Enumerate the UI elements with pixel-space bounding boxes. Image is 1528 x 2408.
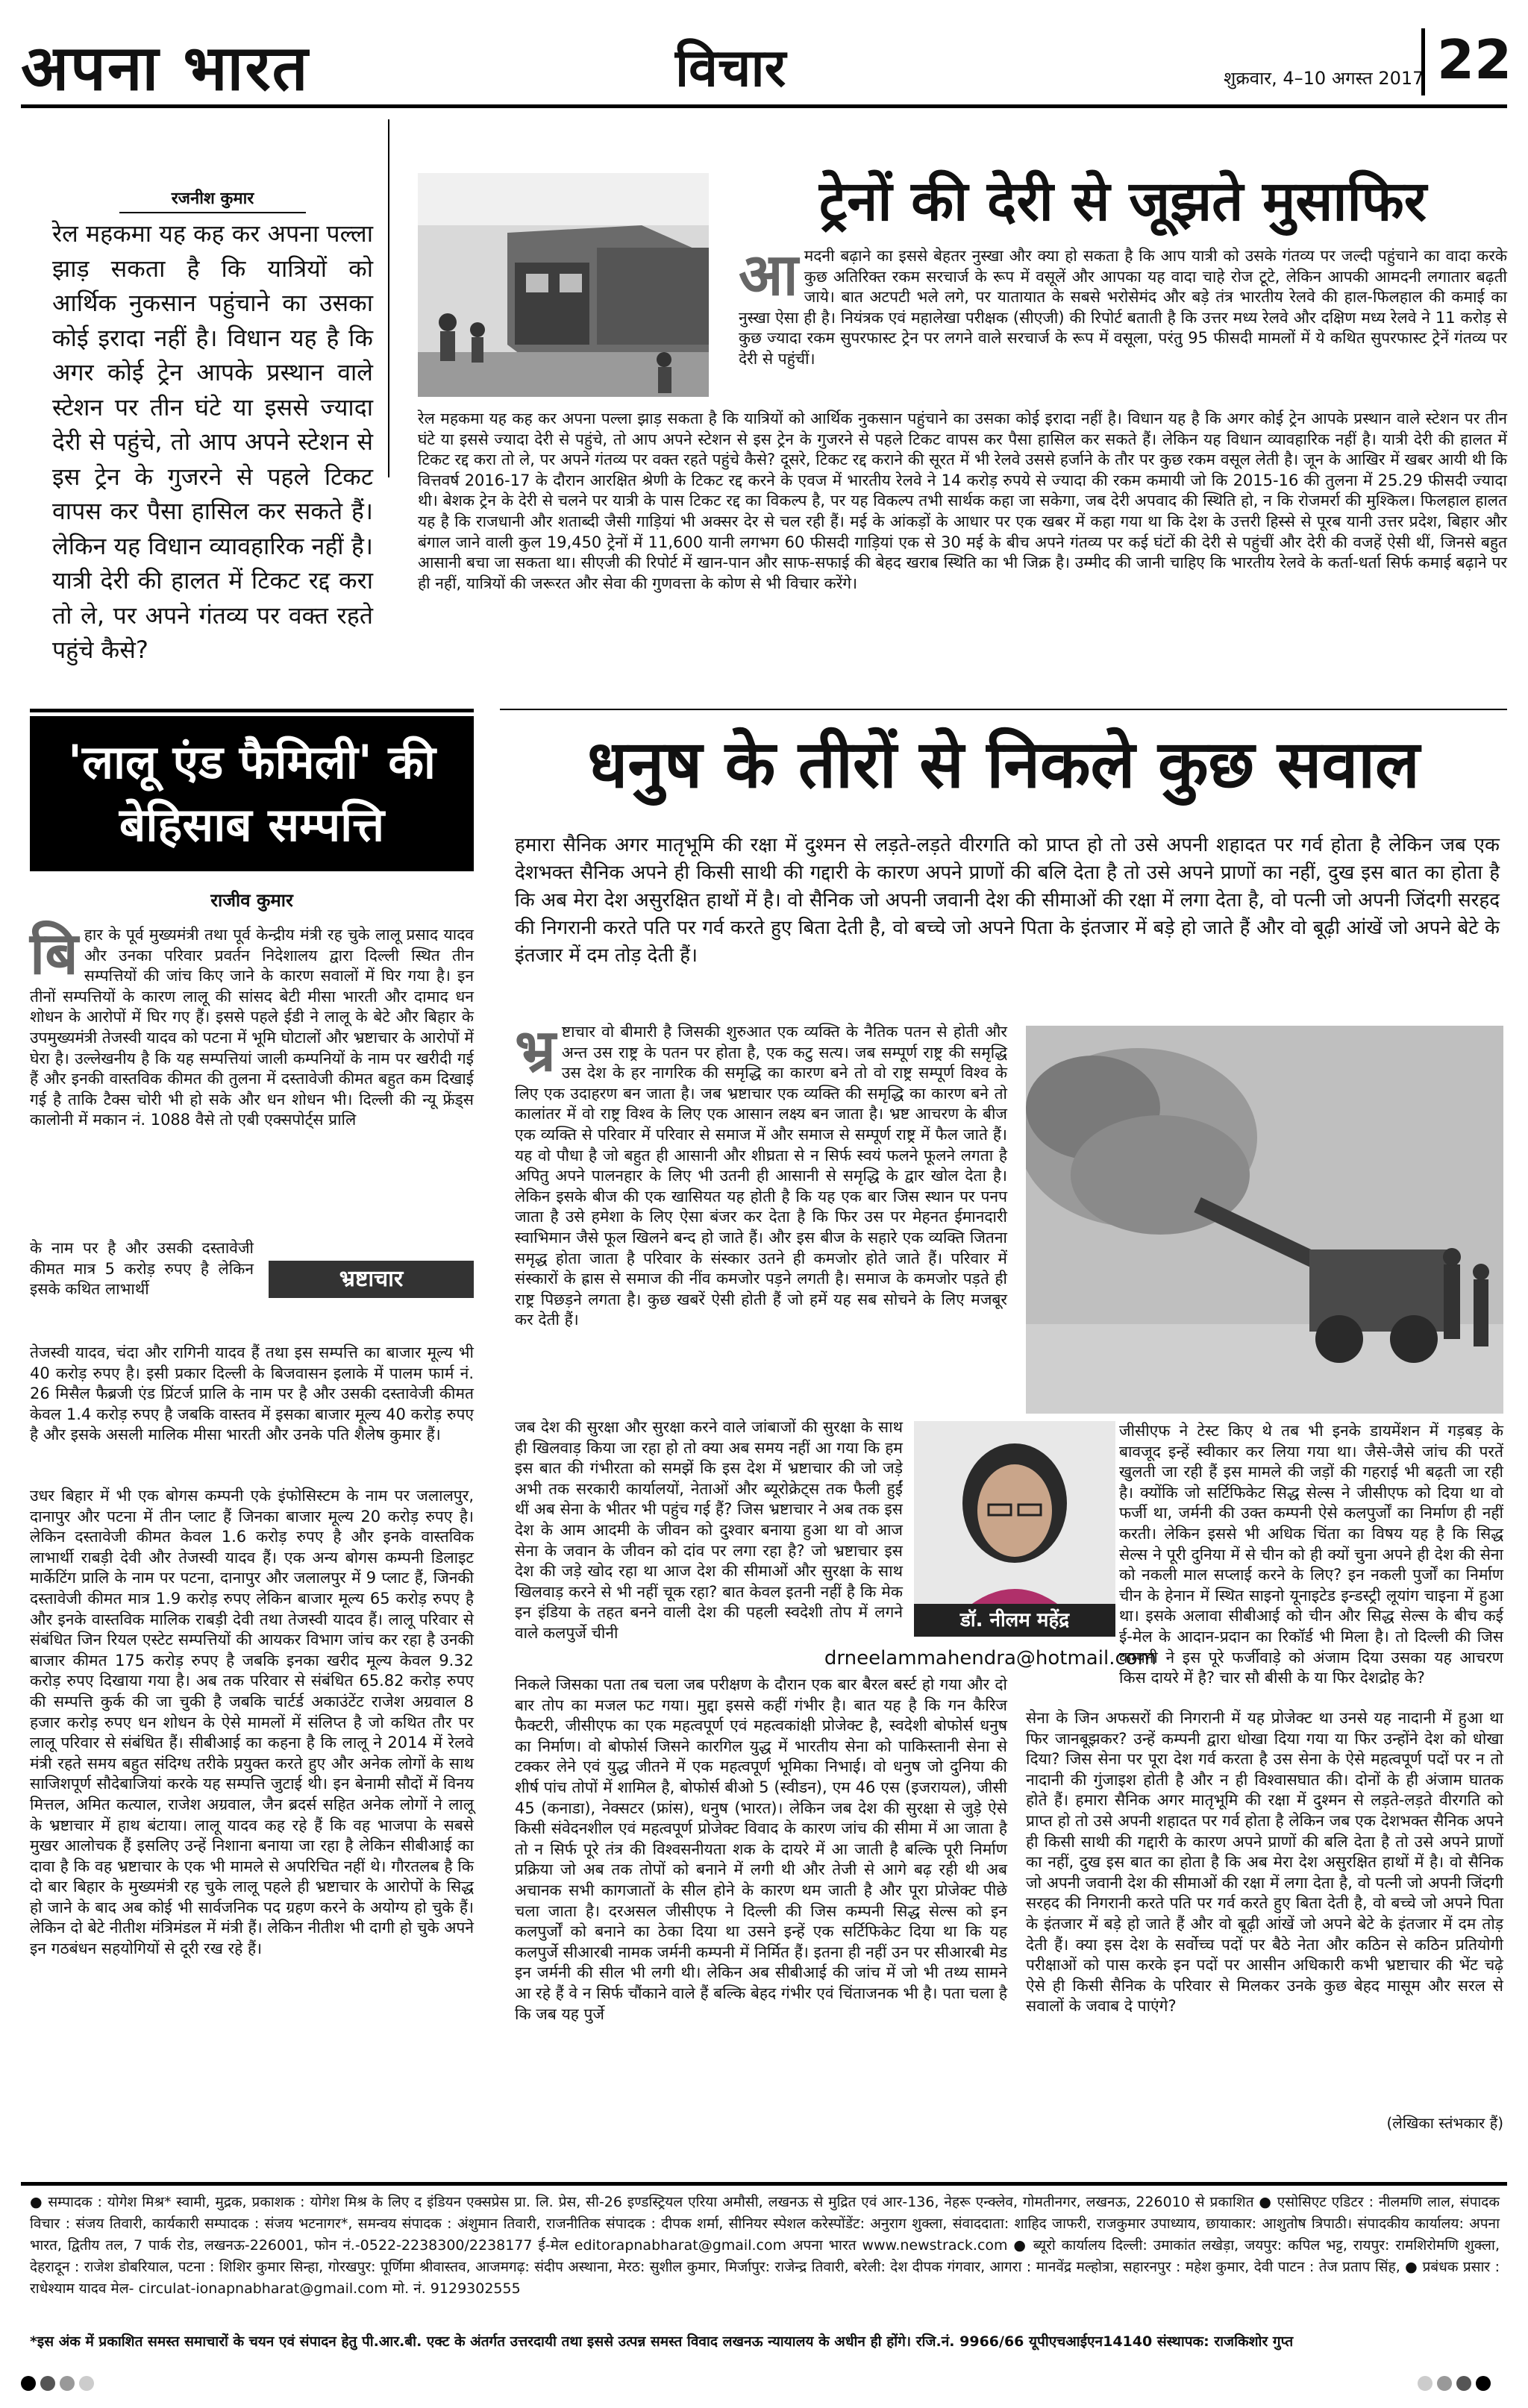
issue-date: शुक्रवार, 4–10 अगस्त 2017 <box>1224 68 1424 89</box>
column-divider <box>388 119 389 477</box>
bofors-signoff: (लेखिका स्तंभकार हैं) <box>1386 2114 1503 2132</box>
author-caption: डॉ. नीलम महेंद्र <box>914 1604 1115 1637</box>
bofors-deck: हमारा सैनिक अगर मातृभूमि की रक्षा में दुश्मन से लड़ते-लड़ते वीरगति को प्राप्त हो तो उसे अपनी शहादत पर गर्व होता है लेकिन जब एक देशभक्त सैनिक अपने ही किसी साथी की गद्दारी के कारण अपने प्राणों की बलि देता है तो उसे अपने प्राणों का नहीं, दुख इस बात का होता है कि अब मेरा देश असुरक्षित हाथों में है। वो सैनिक जो अपनी जवानी देश की सीमाओं की रक्षा में लगा देता है, वो पत्नी जो अपनी जिंदगी सरहद की निगरानी करते पति पर गर्व करते हुए बिता देती है, वो बच्चे जो अपने पिता के इंतजार में बड़े हो जाते हैं और वो बूढ़ी आंखें जो अपने बेटे के इंतजार में दम तोड़ देती हैं। <box>515 834 1500 967</box>
lalu-para2: तेजस्वी यादव, चंदा और रागिनी यादव हैं तथा इस सम्पत्ति का बाजार मूल्य भी 40 करोड़ रुपए है। इसी प्रकार दिल्ली के बिजवासन इलाके में पालम फार्म नं. 26 मिसैल फैब्रजी एंड प्रिंटर्ज प्रालि के नाम पर है और उसकी दस्तावेजी कीमत केवल 1.4 करोड़ रुपए है जबकि वास्तव में इसका बाजार मूल्य 40 करोड़ रुपए है और इसके असली मालिक मीसा भारती और उनके पति शैलेष कुमार हैं। <box>30 1343 474 1444</box>
bofors-col2-top: जीसीएफ ने टेस्ट किए थे तब भी इनके डायमेंशन में गड़बड़ के बावजूद इन्हें स्वीकार कर लिया गया था। जैसे-जैसे जांच की परतें खुलती जा रही हैं इस मामले की जड़ों की गहराई भी बढ़ती जा रही है। क्योंकि जो सर्टिफिकेट सिद्ध सेल्स ने जीसीएफ को दिया था वो फर्जी था, जर्मनी की उक्त कम्पनी ऐसे कलपुर्जों का निर्माण ही नहीं करती। लेकिन इससे भी अधिक चिंता का विषय यह है कि सिद्ध सेल्स ने पूरी दुनिया में से चीन को ही क्यों चुना अपने ही देश की सेना को नकली माल सप्लाई करने के लिए? इन नकली पुर्जों का निर्माण चीन के हेनान में स्थित साइनो यूनाइटेड इन्डस्ट्री लूयांग चाइना में हुआ था। इसके अलावा सीबीआई को चीन और सिद्ध सेल्स के बीच कई ई-मेल के आदान-प्रदान का रिकॉर्ड भी मिला है। तो दिल्ली की जिस कम्पनी ने इस पूरे फर्जीवाड़े को अंजाम दिया उसका यह आचरण किस दायरे में है? चार सौ बीसी के या फिर देशद्रोह के? <box>1119 1422 1503 1687</box>
footer-dots-right <box>1418 2376 1495 2394</box>
trains-lead <box>739 242 1507 370</box>
footer-dots-left <box>21 2376 98 2394</box>
bofors-col1-mid: जब देश की सुरक्षा और सुरक्षा करने वाले जांबाजों की सुरक्षा के साथ ही खिलवाड़ किया जा रहा हो तो क्या अब समय नहीं आ गया कि हम इस बात की गंभीरता को समझें कि इस देश में भ्रष्टाचार की जो जड़े अभी तक सरकारी कार्यालयों, नेताओं और ब्यूरोक्रेट्स तक फैली हुईं थीं अब सेना के भीतर भी पहुंच गई हैं? जिस भ्रष्टाचार ने अब तक इस देश के आम आदमी के जीवन को दुश्वार बनाया हुआ था वो आज सेना के जवान के जीवन को दांव पर लगा रहा है? जो भ्रष्टाचार इस देश की जड़े खोद रहा था आज देश की सीमाओं और सुरक्षा के साथ खिलवाड़ करने से भी नहीं चूक रहा? बात केवल इतनी नहीं है कि मेक इन इंडिया के तहत बनने वाली देश की पहली स्वदेशी तोप में लगने वाले कलपुर्जे चीनी <box>515 1418 903 1642</box>
lalu-byline: राजीव कुमार <box>210 890 293 911</box>
bofors-dropcap: भ्र <box>515 1018 556 1085</box>
page-number: 22 <box>1421 28 1512 95</box>
bofors-col1-top <box>515 1018 1007 1331</box>
lalu-dropcap: बि <box>30 921 78 988</box>
lalu-top-rule <box>30 709 474 712</box>
author-email: drneelammahendra@hotmail.com <box>824 1647 1156 1669</box>
train-photo <box>418 173 709 397</box>
trains-lead-text: मदनी बढ़ाने का इससे बेहतर नुस्खा और क्या हो सकता है कि आप यात्री को उसके गंतव्य पर जल्दी पहुंचाने का वादा करके कुछ अतिरिक्त रकम सरचार्ज के रूप में वसूलें और आपका यह वादा चाहे रोज टूटे, लेकिन आपकी आमदनी लगातार बढ़ती जाये। बात अटपटी भले लगे, पर यातायात के सबसे भरोसेमंद और बड़े तंत्र भारतीय रेलवे की हाल-फिलहाल की कमाई का नुस्खा ऐसा ही है। नियंत्रक एवं महालेखा परीक्षक (सीएजी) की रिपोर्ट बताती है कि उत्तर मध्य रेलवे और दक्षिण मध्य रेलवे ने 11 करोड़ से कुछ ज्यादा रकम सुपरफास्ट ट्रेन पर लगने वाले सरचार्ज के रूप में वसूला, परंतु 95 फीसदी मामलों में ये कथित सुपरफास्ट ट्रेनें गंतव्य पर देरी से पहुंचीं। <box>739 247 1507 368</box>
lalu-para3: उधर बिहार में भी एक बोगस कम्पनी एके इंफोसिस्टम के नाम पर जलालपुर, दानापुर और पटना में तीन प्लाट हैं जिनका बाजार मूल्य 20 करोड़ रुपए है। लेकिन दस्तावेजी कीमत केवल 1.6 करोड़ रुपए है और इनके वास्तविक लाभार्थी राबड़ी देवी और तेजस्वी यादव हैं। एक अन्य बोगस कम्पनी डिलाइट मार्केटिंग प्रालि के नाम पर पटना, दानापुर और जलालपुर में 9 प्लाट हैं, जिनकी दस्तावेजी कीमत मात्र 1.9 करोड़ रुपए लेकिन बाजार मूल्य 65 करोड़ रुपए है और इनके वास्तविक मालिक राबड़ी देवी तथा तेजस्वी यादव हैं। लालू परिवार से संबंधित जिन रियल एस्टेट सम्पत्तियों की आयकर विभाग जांच कर रहा है उनकी बाजार कीमत 175 करोड़ रुपए है जबकि इनका खरीद मूल्य केवल 9.32 करोड़ रुपए दिखाया गया है। अब तक परिवार से संबंधित 65.82 करोड़ रुपए की सम्पत्ति कुर्क की जा चुकी है जबकि चार्टर्ड अकाउंटेंट राजेश अग्रवाल 8 हजार करोड़ रुपए धन शोधन के ऐसे मामलों में संलिप्त है जो कथित तौर पर लालू परिवार से संबंधित हैं। सीबीआई का कहना है कि लालू ने 2014 में रेलवे मंत्री रहते समय बहुत संदिग्ध तरीके प्रयुक्त करते हुए और अनेक लोगों के साथ साजिशपूर्ण सौदेबाजियां करके यह सम्पत्ति जुटाई थी। इन बेनामी सौदों में विनय मित्तल, अमित कत्याल, राजेश अग्रवाल, जैन ब्रदर्स सहित अनेक लोगों ने लालू के भ्रष्टाचार में हाथ बंटाया। लालू यादव कह रहे हैं कि वह भाजपा के सबसे मुखर आलोचक हैं इसलिए उन्हें निशाना बनाया जा रहा है लेकिन सीबीआई का दावा है कि वह भ्रष्टाचार के एक भी मामले से अपरिचित नहीं थे। गौरतलब है कि दो बार बिहार के मुख्यमंत्री रह चुके लालू पहले ही भ्रष्टाचार के आरोपों के सिद्ध हो जाने के बाद अब कोई भी सार्वजनिक पद ग्रहण करने के अयोग्य हो चुके हैं। लेकिन दो बेटे नीतीश मंत्रिमंडल में मंत्री हैं। लेकिन नीतीश भी दागी हो चुके अपने इन गठबंधन सहयोगियों से दूरी रख रहे हैं। <box>30 1487 474 1958</box>
trains-dropcap: आ <box>739 242 798 309</box>
masthead-logo: अपना भारत <box>21 31 310 104</box>
lalu-headline: 'लालू एंड फैमिली' की बेहिसाब सम्पत्ति <box>30 716 474 871</box>
footer-rule <box>21 2182 1507 2186</box>
bofors-col2-bottom: सेना के जिन अफसरों की निगरानी में यह प्रोजेक्ट था उनसे यह नादानी में हुआ था फिर जानबूझकर? उन्हें कम्पनी द्वारा धोखा दिया गया या फिर उन्होंने देश को धोखा दिया? जिस सेना पर पूरा देश गर्व करता है उस सेना के ऐसे महत्वपूर्ण पदों पर न तो नादानी की गुंजाइश होती है और न ही विश्वासघात की। दोनों के ही अंजाम घातक होते हैं। हमारा सैनिक अगर मातृभूमि की रक्षा में दुश्मन से लड़ते-लड़ते वीरगति को प्राप्त हो तो उसे अपनी शहादत पर गर्व होता है लेकिन जब एक देशभक्त सैनिक अपने ही किसी साथी की गद्दारी के कारण अपने प्राणों की बलि देता है तो उसे अपने प्राणों का नहीं, दुख इस बात का होता है कि अब मेरा देश असुरक्षित हाथों में है। वो सैनिक जो अपनी जवानी देश की सीमाओं की रक्षा में लगा देता है, वो पत्नी जो अपनी जिंदगी सरहद की निगरानी करते पति पर गर्व करते हुए बिता देती है, वो बच्चे जो अपने पिता के इंतजार में बड़े हो जाते हैं और वो बूढ़ी आंखें जो अपने बेटे के इंतजार में दम तोड़ देती हैं। क्या इस देश के सर्वोच्च पदों पर बैठे नेता और कठिन से कठिन प्रतियोगी परीक्षाओं को पास करके इन पदों पर आसीन अधिकारी कभी भ्रष्टाचार की भेंट चढ़े ऐसे ही किसी सैनिक के परिवार से मिलकर उनके कुछ बेहद मासूम और सरल से सवालों के जवाब दे पाएंगे? <box>1026 1709 1503 2016</box>
lalu-para1-narrow: के नाम पर है और उसकी दस्तावेजी कीमत मात्र 5 करोड़ रुपए है लेकिन इसके कथित लाभार्थी <box>30 1239 254 1299</box>
lalu-para1 <box>30 921 474 1131</box>
section-title: विचार <box>675 37 786 98</box>
trains-headline: ट्रेनों की देरी से जूझते मुसाफिर <box>818 169 1427 233</box>
bofors-top-rule <box>500 709 1507 710</box>
footer-disclaimer: *इस अंक में प्रकाशित समस्त समाचारों के चयन एवं संपादन हेतु पी.आर.बी. एक्ट के अंतर्गत उत्तरदायी तथा इससे उत्पन्न समस्त विवाद लखनऊ न्यायालय के अधीन ही होंगे। रजि.नं. 9966/66 यूपीएचआईएन14140 संस्थापक: राजकिशोर गुप्त <box>30 2333 1294 2350</box>
bofors-col1-bottom: निकले जिसका पता तब चला जब परीक्षण के दौरान एक बार बैरल बर्स्ट हो गया और दो बार तोप का मजल फट गया। मुद्दा इससे कहीं गंभीर है। बात यह है कि गन कैरिज फैक्टरी, जीसीएफ का एक महत्वपूर्ण एवं महत्वकांक्षी प्रोजेक्ट है, स्वदेशी बोफोर्स धनुष का निर्माण। वो बोफोर्स जिसने कारगिल युद्ध में भारतीय सेना को पाकिस्तानी सेना से टक्कर लेने एवं युद्ध जीतने में एक महत्वपूर्ण भूमिका निभाई। वो धनुष जो दुनिया की शीर्ष पांच तोपों में शामिल है, बोफोर्स बीओ 5 (स्वीडन), एम 46 एस (इजरायल), जीसी 45 (कनाडा), नेक्सटर (फ्रांस), धनुष (भारत)। लेकिन जब देश की सुरक्षा से जुड़े ऐसे किसी संवेदनशील एवं महत्वपूर्ण प्रोजेक्ट विवाद के कारण जांच की सीमा में आ जाता है तो न सिर्फ पूरे तंत्र की विश्वसनीयता शक के दायरे में आ जाती है बल्कि पूरी निर्माण प्रक्रिया जो अब तक तोपों को बनाने में लगी थी और तेजी से आगे बढ़ रही थी अब अचानक सभी कागजातों के सील होने के कारण थम जाती है और पूरा प्रोजेक्ट पीछे चला जाता है। दरअसल जीसीएफ ने दिल्ली की जिस कम्पनी सिद्ध सेल्स को इन कलपुर्जों को बनाने का ठेका दिया था उसने इन्हें एक सर्टिफिकेट दिया था कि यह कलपुर्जे सीआरबी नामक जर्मनी कम्पनी में निर्मित हैं। इतना ही नहीं उन पर सीआरबी मेड इन जर्मनी की सील भी लगी थी। लेकिन अब सीबीआई की जांच में जो भी तथ्य सामने आ रहे हैं वे न सिर्फ चौंकाने वाले हैं बल्कि बेहद गंभीर एवं चिंताजनक भी है। पता चला है कि जब यह पुर्जे <box>515 1675 1007 2023</box>
left-column-text: रेल महकमा यह कह कर अपना पल्ला झाड़ सकता है कि यात्रियों को आर्थिक नुकसान पहुंचाने का उसका कोई इरादा नहीं है। विधान यह है कि अगर कोई ट्रेन आपके प्रस्थान वाले स्टेशन पर तीन घंटे या इससे ज्यादा देरी से पहुंचे, तो आप अपने स्टेशन से इस ट्रेन के गुजरने से पहले टिकट वापस कर पैसा हासिल कर सकते हैं। लेकिन यह विधान व्यावहारिक नहीं है। यात्री देरी की हालत में टिकट रद्द करा तो ले, पर अपने गंतव्य पर वक्त रहते पहुंचे कैसे? <box>52 219 373 664</box>
author-photo <box>914 1421 1115 1630</box>
left-column-byline: रजनीश कुमार <box>119 186 306 213</box>
section-tag-corruption: भ्रष्टाचार <box>269 1261 474 1298</box>
footer-imprint: ● सम्पादक : योगेश मिश्र* स्वामी, मुद्रक, प्रकाशक : योगेश मिश्र के लिए द इंडियन एक्सप्रेस प्रा. लि. प्रेस, सी-26 इण्डस्ट्रियल एरिया अमौसी, लखनऊ से मुद्रित एवं आर-136, नेहरू एन्क्लेव, गोमतीनगर, लखनऊ, 226010 से प्रकाशित ● एसोसिएट एडिटर : नीलमणि लाल, संपादक विचार : संजय तिवारी, कार्यकारी सम्पादक : संजय भटनागर*, समन्वय संपादक : अंशुमान तिवारी, राजनीतिक संपादक : दीपक शर्मा, सीनियर स्पेशल करेस्पोंडेंट: अनुराग शुक्ला, संवाददाता: शाहिद जाफरी, राजकुमार उपाध्याय, छायाकार: आशुतोष त्रिपाठी। संपादकीय कार्यालय: अपना भारत, द्वितीय तल, 7 पार्क रोड, लखनऊ-226001, फोन नं.-0522-2238300/2238177 ई-मेल editorapnabharat@gmail.com अपना भारत www.newstrack.com ● ब्यूरो कार्यालय दिल्ली: उमाकांत लखेड़ा, जयपुर: कपिल भट्ट, रायपुर: रामशिरोमणि शुक्ला, देहरादून : राजेश डोबरियाल, पटना : शिशिर कुमार सिन्हा, गोरखपुर: पूर्णिमा श्रीवास्तव, आजमगढ़: संदीप अस्थाना, मेरठ: सुशील कुमार, मिर्जापुर: राजेन्द्र तिवारी, बरेली: देश दीपक गंगवार, आगरा : मानवेंद्र मल्होत्रा, सहारनपुर : महेश कुमार, देवी पाटन : तेज प्रताप सिंह, ● प्रबंधक प्रसार : राधेश्याम यादव मेल- circulat-ionapnabharat@gmail.com मो. नं. 9129302555 <box>30 2194 1500 2297</box>
lalu-para1-text: हार के पूर्व मुख्यमंत्री तथा पूर्व केन्द्रीय मंत्री रह चुके लालू प्रसाद यादव और उनका परिवार प्रवर्तन निदेशालय द्वारा दिल्ली स्थित तीन सम्पत्तियों की जांच किए जाने के कारण सवालों में घिर गया है। इन तीनों सम्पत्तियों के कारण लालू की सांसद बेटी मीसा भारती और दामाद धन शोधन के आरोपों में घिर गए हैं। इससे पहले ईडी ने लालू के बेटे और बिहार के उपमुख्यमंत्री तेजस्वी यादव को पटना में भूमि घोटालों और भ्रष्टाचार के आरोपों में घेरा है। उल्लेखनीय है कि यह सम्पत्तियां जाली कम्पनियों के नाम पर खरीदी गई हैं और इनकी वास्तविक कीमत की तुलना में दस्तावेजी कीमत बहुत कम दिखाई गई है ताकि टैक्स चोरी भी हो सके और धन शोधन भी। दिल्ली की न्यू फ्रेंड्स कालोनी में मकान नं. 1088 वैसे तो एबी एक्सपोर्ट्स प्रालि <box>30 926 474 1129</box>
masthead-rule <box>21 104 1507 108</box>
artillery-photo <box>1026 1026 1503 1414</box>
bofors-col1-top-text: ष्टाचार वो बीमारी है जिसकी शुरुआत एक व्यक्ति के नैतिक पतन से होती और अन्त उस राष्ट्र के पतन पर होता है, एक कटु सत्य। जब सम्पूर्ण राष्ट्र की समृद्धि उस देश के हर नागरिक की समृद्धि का कारण बने तो वो राष्ट्र सम्पूर्ण विश्व के लिए एक उदाहरण बन जाता है। जब भ्रष्टाचार एक व्यक्ति की समृद्धि का कारण बने तो कालांतर में वो राष्ट्र विश्व के लिए एक आसान लक्ष्य बन जाता है। भ्रष्ट आचरण के बीज एक व्यक्ति से परिवार में परिवार से समाज में और समाज से सम्पूर्ण राष्ट्र में फैल जाते हैं। यह वो पौधा है जो बहुत ही आसानी और शीघ्रता से न सिर्फ स्वयं फलने फूलने लगता है अपितु अपने पालनहार के लिए भी उतनी ही आसानी से समृद्धि के द्वार खोल देता है। लेकिन इसके बीज की एक खासियत यह होती है कि यह एक बार जिस स्थान पर पनप जाता है उसे हमेशा के लिए ऐसा बंजर कर देता है कि फिर उस पर मेहनत ईमानदारी स्वाभिमान जैसे फूल खिलने बन्द हो जाते हैं। और इस बीज के सहारे एक व्यक्ति जितना समृद्ध होता जाता है परिवार के संस्कार उतने ही कमजोर होते जाते हैं। परिवार में संस्कारों के ह्रास से समाज की नींव कमजोर पड़ने लगती है। समाज के कमजोर पड़ते ही राष्ट्र पिछड़ने लगता है। कुछ खबरें ऐसी होती हैं जो हमें यह सब सोचने के लिए मजबूर कर देती हैं। <box>515 1023 1007 1329</box>
trains-body: रेल महकमा यह कह कर अपना पल्ला झाड़ सकता है कि यात्रियों को आर्थिक नुकसान पहुंचाने का उसका कोई इरादा नहीं है। विधान यह है कि अगर कोई ट्रेन आपके प्रस्थान वाले स्टेशन पर तीन घंटे या इससे ज्यादा देरी से पहुंचे, तो आप अपने स्टेशन से इस ट्रेन के गुजरने से पहले टिकट वापस कर पैसा हासिल कर सकते हैं। लेकिन यह विधान व्यावहारिक नहीं है। यात्री देरी की हालत में टिकट रद्द करा तो ले, पर अपने गंतव्य पर वक्त रहते पहुंचे कैसे? दूसरे, टिकट रद्द कराने की सूरत में भी रेलवे उससे हर्जाने के तौर पर कुछ रकम वसूल लेती है। जून के आखिर में खबर आयी थी कि वित्तवर्ष 2016-17 के दौरान आरक्षित श्रेणी के टिकट रद्द करने के एवज में भारतीय रेलवे ने 14 करोड़ रुपये से ज्यादा की रकम कमायी जो कि 2015-16 की तुलना में 25.29 फीसदी ज्यादा थी। बेशक ट्रेन के देरी से चलने पर यात्री के पास टिकट रद्द का विकल्प है, पर यह विकल्प तभी सार्थक कहा जा सकेगा, जब देरी अपवाद की स्थिति हो, न कि रोजमर्रा की मुश्किल। फिलहाल हालत यह है कि राजधानी और शताब्दी जैसी गाड़ियां भी अक्सर देर से चल रही हैं। मई के आंकड़ों के आधार पर एक खबर में कहा गया था कि देश के उत्तरी हिस्से से पूरब यानी उत्तर प्रदेश, बिहार और बंगाल जाने वाली कुल 19,450 ट्रेनों में 11,600 यानी लगभग 60 फीसदी गाड़ियां एक से 30 मई के बीच अपने गंतव्य पर कई घंटों की देरी से पहुंचीं और देरी की वजहें ऐसी थीं, जिनसे बहुत आसानी बचा जा सकता था। सीएजी की रिपोर्ट में खान-पान और साफ-सफाई की बेहद खराब स्थिति का भी जिक्र है। उम्मीद की जानी चाहिए कि भारतीय रेलवे के कर्ता-धर्ता सिर्फ कमाई बढ़ाने पर ही नहीं, यात्रियों की जरूरत और सेवा की गुणवत्ता के कोण से भी विचार करेंगे। <box>418 410 1507 592</box>
bofors-headline: धनुष के तीरों से निकले कुछ सवाल <box>587 726 1420 803</box>
